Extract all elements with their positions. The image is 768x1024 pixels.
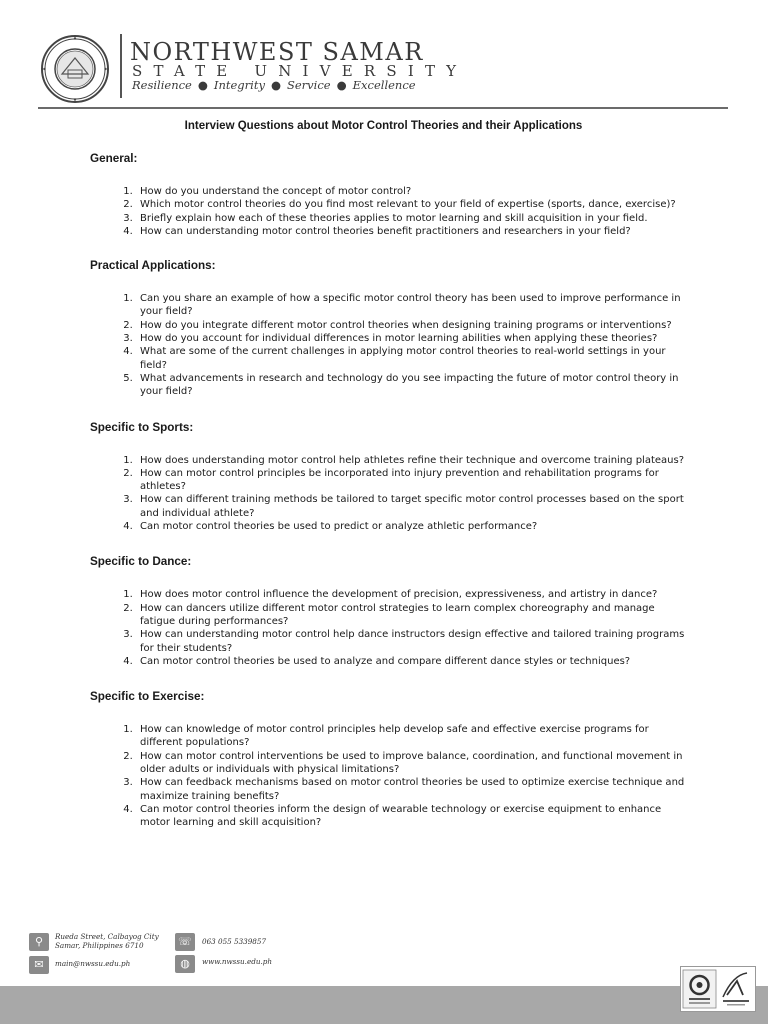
- list-item: 1. How does motor control influence the development of precision, expressiveness, and artistry in dance?: [136, 588, 690, 601]
- section-title: Specific to Sports:: [90, 420, 194, 434]
- section-specific-to-exercise: [90, 690, 690, 829]
- question-list: [90, 588, 690, 668]
- list-item: 5. What advancements in research and technology do you see impacting the future of motor control theory in your field?: [136, 372, 690, 399]
- phone-icon: ☏: [175, 933, 195, 951]
- section-specific-to-dance: [90, 555, 690, 668]
- list-item: [136, 198, 690, 211]
- list-item: 3. How do you account for individual differences in motor learning abilities when applying these theories?: [136, 332, 690, 345]
- list-item: 1. How do you understand the concept of motor control?: [136, 185, 690, 198]
- question-list: [90, 292, 690, 398]
- header-divider: [120, 34, 122, 98]
- list-item: 3. How can feedback mechanisms based on motor control theories be used to optimize exercise technique and maximize training benefits?: [136, 776, 690, 803]
- motto-word: Integrity: [213, 78, 265, 92]
- address-line: Samar, Philippines 6710: [55, 941, 144, 950]
- list-item: 2. How can motor control principles be incorporated into injury prevention and rehabilitation programs for athletes?: [136, 467, 690, 494]
- bullet-icon: ●: [336, 78, 347, 92]
- list-item: 3. How can understanding motor control help dance instructors design effective and tailored training programs for their students?: [136, 628, 690, 655]
- section-title: Specific to Exercise:: [90, 690, 205, 704]
- list-item: 2. How can motor control interventions be used to improve balance, coordination, and functional movement in older adults or individuals with physical limitations?: [136, 750, 690, 777]
- list-item: 4. How can understanding motor control theories benefit practitioners and researchers in your field?: [136, 225, 690, 238]
- list-item: 1. How can knowledge of motor control principles help develop safe and effective exercise programs for different populations?: [136, 723, 690, 750]
- section-general: [90, 152, 690, 238]
- mail-icon: ✉: [29, 956, 49, 974]
- question-list: [90, 454, 690, 534]
- motto-word: Service: [286, 78, 331, 92]
- certification-logo-icon: [681, 967, 755, 1011]
- university-name: NORTHWEST SAMAR: [130, 38, 424, 66]
- bullet-icon: ●: [270, 78, 281, 92]
- university-subtitle: STATE UNIVERSITY: [132, 62, 468, 80]
- question-text: Which motor control theories do you find most relevant to your field of expertise (sports, dance, exercise)?: [140, 199, 676, 211]
- bullet-icon: ●: [197, 78, 208, 92]
- footer-phone: 063 055 5339857: [202, 937, 267, 946]
- document-title: Interview Questions about Motor Control Theories and their Applications: [184, 120, 583, 132]
- list-item: 1. How does understanding motor control help athletes refine their technique and overcome training plateaus?: [136, 454, 690, 467]
- header-rule: [38, 107, 728, 109]
- question-list: [90, 723, 690, 829]
- list-item: 3. Briefly explain how each of these theories applies to motor learning and skill acquisition in your field.: [136, 212, 690, 225]
- globe-icon: ◍: [175, 955, 195, 973]
- footer-website[interactable]: www.nwssu.edu.ph: [202, 957, 272, 966]
- motto-word: Excellence: [352, 78, 416, 92]
- section-title: Specific to Dance:: [90, 555, 192, 569]
- document-body: [90, 120, 690, 852]
- list-item: 4. What are some of the current challenges in applying motor control theories to real-world settings in your field?: [136, 345, 690, 372]
- list-item: 1. Can you share an example of how a specific motor control theory has been used to improve performance in your field?: [136, 292, 690, 319]
- section-specific-to-sports: [90, 421, 690, 534]
- footer-address: [55, 932, 159, 950]
- section-title: Practical Applications:: [90, 259, 216, 273]
- question-list: [90, 185, 690, 238]
- location-pin-icon: ⚲: [29, 933, 49, 951]
- footer-bar: [0, 986, 768, 1024]
- certification-badge: [680, 966, 756, 1012]
- list-item: 2. How do you integrate different motor control theories when designing training programs or interventions?: [136, 319, 690, 332]
- motto-word: Resilience: [132, 78, 192, 92]
- university-seal-icon: [40, 34, 110, 104]
- list-item: 2. How can dancers utilize different motor control strategies to learn complex choreography and manage fatigue during performances?: [136, 602, 690, 629]
- address-line: Rueda Street, Calbayog City: [55, 932, 159, 941]
- university-motto: [132, 78, 416, 92]
- list-item: 4. Can motor control theories be used to predict or analyze athletic performance?: [136, 520, 690, 533]
- footer-email[interactable]: main@nwssu.edu.ph: [55, 959, 131, 968]
- list-item: 4. Can motor control theories inform the design of wearable technology or exercise equipment to enhance motor learning and skill acquisition?: [136, 803, 690, 830]
- letterhead: [38, 32, 728, 108]
- section-practical-applications: [90, 259, 690, 398]
- list-item: 3. How can different training methods be tailored to target specific motor control processes based on the sport and individual athlete?: [136, 493, 690, 520]
- list-item: 4. Can motor control theories be used to analyze and compare different dance styles or techniques?: [136, 655, 690, 668]
- section-title: General:: [90, 152, 138, 165]
